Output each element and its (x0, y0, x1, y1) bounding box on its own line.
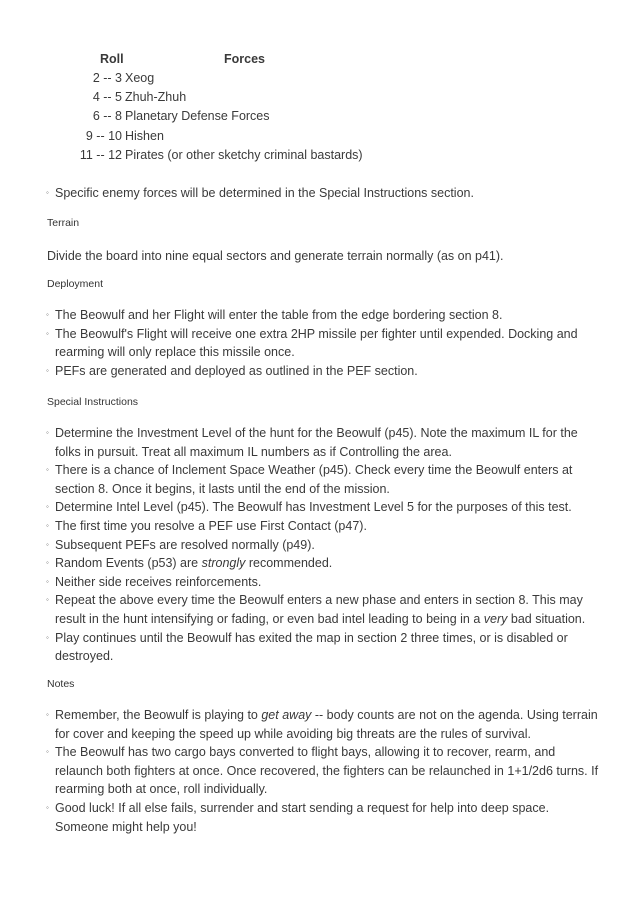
roll-column-header: Roll (100, 52, 124, 66)
bullet-icon: ◦ (46, 188, 49, 197)
list-item (47, 573, 602, 592)
terrain-body (47, 247, 602, 266)
forces-table (78, 50, 363, 165)
bullet-icon: ◦ (46, 539, 49, 549)
list-item-text: The Beowulf's Flight will receive one extra 2HP missile per fighter until expended. Docking and rearming will only replace this missile once. (55, 326, 578, 360)
roll-cell: 2 -- 3 (92, 71, 122, 85)
list-item-text: Specific enemy forces will be determined in the Special Instructions section. (55, 186, 474, 200)
bullet-icon: ◦ (46, 595, 49, 605)
bullet-icon: ◦ (46, 428, 49, 437)
notes-section (47, 678, 602, 690)
list-item (47, 799, 602, 836)
force-cell: Hishen (125, 128, 164, 143)
force-cell: Xeog (125, 71, 155, 85)
list-item-text: Good luck! If all else fails, surrender and start sending a request for help into deep space. Someone might help you! (55, 800, 550, 834)
bullet-icon: ◦ (46, 747, 49, 757)
bullet-icon: ◦ (46, 520, 49, 530)
table-row (78, 69, 363, 88)
list-item (47, 461, 602, 498)
list-item (47, 424, 602, 461)
bullet-icon: ◦ (46, 365, 49, 375)
list-item-text: The Beowulf and her Flight will enter the table from the edge bordering section 8. (55, 308, 503, 322)
emphasis-text: get away (261, 708, 312, 722)
list-item (47, 325, 602, 362)
list-item (47, 591, 602, 628)
forces-column-header: Forces (224, 52, 265, 66)
bullet-icon: ◦ (46, 502, 49, 512)
special-section (47, 396, 602, 408)
deployment-heading: Deployment (47, 278, 104, 290)
terrain-text: Divide the board into nine equal sectors and generate terrain normally (as on p41). (47, 249, 504, 263)
notes-list (47, 706, 602, 836)
special-heading: Special Instructions (47, 396, 139, 408)
bullet-icon: ◦ (46, 465, 49, 475)
bullet-icon: ◦ (46, 632, 49, 642)
force-cell: Pirates (or other sketchy criminal bastards) (125, 147, 363, 162)
list-item (47, 184, 602, 203)
bullet-icon: ◦ (46, 710, 49, 719)
list-item-text: Neither side receives reinforcements. (55, 574, 262, 589)
roll-cell: 11 -- 12 (79, 147, 122, 162)
force-cell: Zhuh-Zhuh (125, 90, 187, 105)
intro-section (47, 184, 602, 203)
list-item (47, 517, 602, 536)
list-item-text-a: Repeat the above every time the Beowulf enters a new phase and enters in section 8. This may result in the hunt intensifying or fading, or even bad intel leading to being in a (55, 593, 583, 626)
list-item (47, 362, 602, 381)
emphasis-text: very (483, 611, 508, 626)
table-row (78, 127, 363, 146)
list-item (47, 536, 602, 555)
list-item-text-b: recommended. (245, 556, 333, 571)
roll-cell: 6 -- 8 (92, 109, 122, 124)
deployment-list (47, 306, 602, 380)
list-item-text: Determine Intel Level (p45). The Beowulf has Investment Level 5 for the purposes of this test. (55, 500, 572, 515)
deployment-section (47, 278, 602, 290)
list-item-text: Play continues until the Beowulf has exited the map in section 2 three times, or is disabled or destroyed. (55, 630, 568, 664)
list-item-text: The Beowulf has two cargo bays converted to flight bays, allowing it to recover, rearm, and relaunch both fighters at once. Once recovered, the fighters can be relaunched in 1+1/2d6 turns. If rearming both at once, roll individually. (55, 745, 599, 797)
list-item-text-b: -- body counts are not on the agenda. Using terrain for cover and keeping the speed up while avoiding big threats are the rules of survival. (55, 708, 598, 741)
bullet-icon: ◦ (46, 576, 49, 586)
table-row (78, 88, 363, 107)
list-item (47, 498, 602, 517)
emphasis-text: strongly (201, 556, 246, 571)
list-item-text: Subsequent PEFs are resolved normally (p49). (55, 537, 315, 552)
bullet-icon: ◦ (46, 558, 49, 568)
special-list (47, 424, 602, 666)
bullet-icon: ◦ (46, 802, 49, 812)
list-item-text-b: bad situation. (507, 611, 586, 626)
list-item-text: There is a chance of Inclement Space Weather (p45). Check every time the Beowulf enters at section 8. Once it begins, it lasts until the end of the mission. (55, 463, 573, 496)
list-item (47, 743, 602, 799)
list-item (47, 306, 602, 325)
table-row (78, 107, 363, 126)
list-item-text-a: Remember, the Beowulf is playing to (55, 708, 262, 722)
list-item-text: PEFs are generated and deployed as outlined in the PEF section. (55, 363, 418, 378)
list-item-text-a: Random Events (p53) are (55, 556, 202, 571)
force-cell: Planetary Defense Forces (125, 109, 270, 124)
bullet-icon: ◦ (46, 310, 49, 319)
terrain-section (47, 217, 602, 229)
list-item (47, 629, 602, 666)
roll-cell: 4 -- 5 (92, 90, 122, 105)
roll-cell: 9 -- 10 (85, 128, 122, 143)
notes-heading: Notes (47, 678, 75, 690)
terrain-heading: Terrain (47, 217, 80, 229)
list-item (47, 554, 602, 573)
list-item-text: Determine the Investment Level of the hunt for the Beowulf (p45). Note the maximum IL for the folks in pursuit. Treat all maximum IL numbers as if Controlling the area. (55, 426, 578, 459)
table-row (78, 146, 363, 165)
list-item (47, 706, 602, 743)
bullet-icon: ◦ (46, 328, 49, 338)
list-item-text: The first time you resolve a PEF use First Contact (p47). (55, 518, 367, 533)
table-header (78, 50, 363, 69)
